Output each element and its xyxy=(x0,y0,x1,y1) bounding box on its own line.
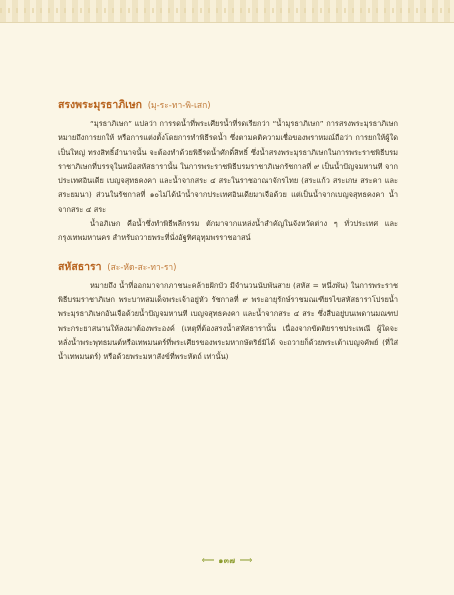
ornament-left-icon: ⟸ xyxy=(201,555,215,566)
section-heading-sahatsathara xyxy=(58,260,398,275)
section-title: สหัสธารา xyxy=(58,260,102,273)
ornament-right-icon: ⟹ xyxy=(239,555,253,566)
section-pronunciation: (มุ-ระ-ทา-พิ-เสก) xyxy=(147,101,211,111)
page-number: ๑๓๗ xyxy=(218,556,236,565)
section-heading-mooratha xyxy=(58,98,398,113)
paragraph: หมายถึง น้ำที่ออกมาจากภาชนะคล้ายฝักบัว มีจำนวนนับพันสาย (สหัส = หนึ่งพัน) ในการพระราชพิธีบรมราชาภิเษก พระบาทสมเด็จพระเจ้าอยู่หัว รัชกาลที่ ๙ พระอายุรักษ์ราชมณเฑียรไขสหัสธาราโปรยน้ำพระมุรธาภิเษกอันเจือด้วยน้ำปัญจมหานที เบญจสุทธคงคา และน้ำจากสระ ๔ สระ ซึ่งสืบอยู่บนเพดานมณฑปพระกระยาสนานให้ลงมาต้องพระองค์ (เหตุที่ต้องสรงน้ำสหัสธารานั้น เนื่องจากขัตติยราชประเพณี ผู้ใดจะหลั่งน้ำพระพุทธมนต์หรือเทพมนตร์ที่พระเศียรของพระมหากษัตริย์มิได้ จะถวายก็ด้วยพระเต้าเบญจคัพย์ (ที่ใส่น้ำเทพมนตร์) หรือด้วยพระมหาสังข์ที่พระหัตถ์ เท่านั้น) xyxy=(58,280,398,362)
section-title: สรงพระมุรธาภิเษก xyxy=(58,99,143,111)
paragraph: น้ำอภิเษก คือน้ำซึ่งทำพิธีพลีกรรม ตักมาจากแหล่งน้ำสำคัญในจังหวัดต่าง ๆ ทั่วประเทศ และกรุงเทพมหานคร สำหรับถวายพระที่นั่งอัฐทิศอุทุมพรราชอาสน์ xyxy=(58,219,398,243)
document-body xyxy=(58,98,398,364)
top-decorative-border xyxy=(0,0,454,23)
paragraph: “มุรธาภิเษก” แปลว่า การรดน้ำที่พระเศียรน้ำที่รดเรียกว่า “น้ำมุรธาภิเษก” การสรงพระมุรธาภิเษก หมายถึงการยกให้ หรือการแต่งตั้งโดยการทำพิธีรดน้ำ ซึ่งตามคติความเชื่อของพราหมณ์ถือว่า การยกให้ผู้ใดเป็นใหญ่ ทรงสิทธิ์อำนาจนั้น จะต้องทำด้วยพิธีรดน้ำศักดิ์สิทธิ์ ซึ่งน้ำสรงพระมุรธาภิเษกในการพระราชพิธีบรมราชาภิเษกที่บรรจุในหม้อสหัสธารานั้น ในการพระราชพิธีบรมราชาภิเษกรัชกาลที่ ๙ เป็นน้ำปัญจมหานที จากประเทศอินเดีย เบญจสุทธคงคา และน้ำจากสระ ๔ สระในราชอาณาจักรไทย (สระแก้ว สระเกษ สระคา และสระยมนา) ส่วนในรัชกาลที่ ๑๐ไม่ได้นำน้ำจากประเทศอินเดียมาเจือด้วย แต่เป็นน้ำจากเบญจสุทธคงคา น้ำจากสระ ๔ สระ xyxy=(58,119,398,214)
page-footer xyxy=(0,554,454,568)
section-pronunciation: (สะ-หัด-สะ-ทา-รา) xyxy=(107,262,177,273)
